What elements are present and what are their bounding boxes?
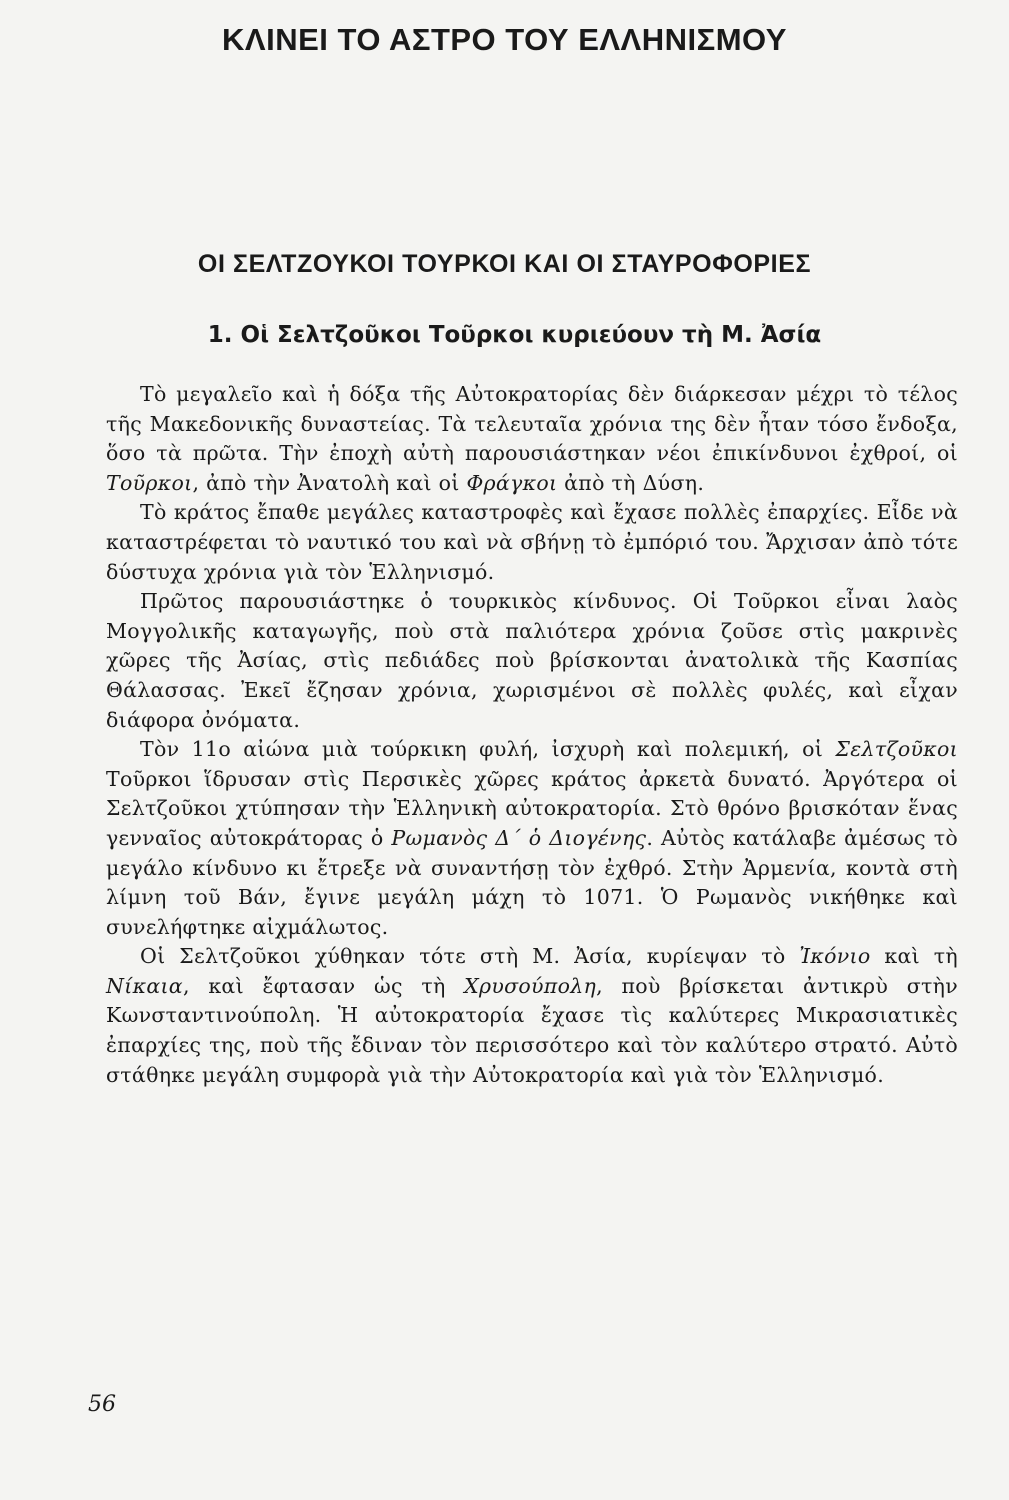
paragraph-1 — [106, 380, 958, 498]
italic-term-chrysoupoli: Χρυσούπολη — [464, 973, 597, 998]
running-head: ΚΛΙΝΕΙ ΤΟ ΑΣΤΡΟ ΤΟΥ ΕΛΛΗΝΙΣΜΟΥ — [222, 22, 787, 57]
italic-term-seltzoukoi: Σελτζοῦκοι — [835, 737, 958, 762]
paragraph-5 — [106, 942, 958, 1090]
italic-term-romanos: Ρωμανὸς Δ΄ ὁ Διογένης — [391, 825, 647, 850]
text-run: , ποὺ βρίσκεται ἀντικρὺ στὴν Κωνσταντινούπολη. Ἡ αὐτοκρατορία ἔχασε τὶς καλύτερες Μικρασιατικὲς ἐπαρχίες της, ποὺ τῆς ἔδιναν τὸν περισσότερο καὶ τὸν καλύτερο στρατό. Αὐτὸ στάθηκε μεγάλη συμφορὰ γιὰ τὴν Αὐτοκρατορία καὶ γιὰ τὸν Ἑλληνισμό. — [106, 973, 958, 1087]
body-text — [106, 380, 958, 1090]
paragraph-2: Τὸ κράτος ἔπαθε μεγάλες καταστροφὲς καὶ ἔχασε πολλὲς ἐπαρχίες. Εἶδε νὰ καταστρέφεται τὸ ναυτικό του καὶ νὰ σβήνῃ τὸ ἐμπόριό του. Ἄρχισαν ἀπὸ τότε δύστυχα χρόνια γιὰ τὸν Ἑλληνισμό. — [106, 500, 958, 584]
text-run: . Αὐτὸς κατάλαβε ἀμέσως τὸ μεγάλο κίνδυνο κι ἔτρεξε νὰ συναντήσῃ τὸν ἐχθρό. Στὴν Ἀρμενία, κοντὰ στὴ λίμνη τοῦ Βάν, ἔγινε μεγάλη μάχη τὸ 1071. Ὁ Ρωμανὸς νικήθηκε καὶ συνελήφτηκε αἰχμάλωτος. — [106, 825, 958, 939]
text-run: Τὸν 11ο αἰώνα μιὰ τούρκικη φυλή, ἰσχυρὴ καὶ πολεμική, οἱ — [140, 737, 836, 762]
text-run: , ἀπὸ τὴν Ἀνατολὴ καὶ οἱ — [192, 470, 467, 495]
italic-term-fragkoi: Φράγκοι — [466, 470, 558, 495]
section-title: 1. Οἱ Σελτζοῦκοι Τοῦρκοι κυριεύουν τὴ Μ. Ἀσία — [207, 322, 822, 348]
text-run: καὶ τὴ — [870, 944, 958, 969]
text-run: , καὶ ἔφτασαν ὡς τὴ — [182, 973, 465, 998]
page-number: 56 — [88, 1392, 116, 1417]
chapter-title: ΟΙ ΣΕΛΤΖΟΥΚΟΙ ΤΟΥΡΚΟΙ ΚΑΙ ΟΙ ΣΤΑΥΡΟΦΟΡΙΕΣ — [197, 250, 812, 278]
text-run: Τοῦρκοι ἵδρυσαν στὶς Περσικὲς χῶρες κράτος ἀρκετὰ δυνατό. Ἀργότερα οἱ Σελτζοῦκοι χτύπησαν τὴν Ἑλληνικὴ αὐτοκρατορία. Στὸ θρόνο βρισκόταν ἕνας γενναῖος αὐτοκράτορας ὁ — [106, 766, 958, 850]
text-run: Οἱ Σελτζοῦκοι χύθηκαν τότε στὴ Μ. Ἀσία, κυρίεψαν τὸ — [140, 944, 800, 969]
text-run: ἀπὸ τὴ Δύση. — [557, 470, 705, 495]
text-run: Τὸ μεγαλεῖο καὶ ἡ δόξα τῆς Αὐτοκρατορίας δὲν διάρκεσαν μέχρι τὸ τέλος τῆς Μακεδονικῆς δυναστείας. Τὰ τελευταῖα χρόνια της δὲν ἦταν τόσο ἔνδοξα, ὅσο τὰ πρῶτα. Τὴν ἐποχὴ αὐτὴ παρουσιάστηκαν νέοι ἐπικίνδυνοι ἐχθροί, οἱ — [106, 382, 958, 466]
italic-term-tourkoi: Τοῦρκοι — [106, 470, 193, 495]
italic-term-nikaia: Νίκαια — [106, 973, 183, 998]
italic-term-ikonio: Ἰκόνιο — [799, 944, 871, 969]
paragraph-4 — [106, 735, 958, 942]
paragraph-3: Πρῶτος παρουσιάστηκε ὁ τουρκικὸς κίνδυνος. Οἱ Τοῦρκοι εἶναι λαὸς Μογγολικῆς καταγωγῆς, ποὺ στὰ παλιότερα χρόνια ζοῦσε στὶς μακρινὲς χῶρες τῆς Ἀσίας, στὶς πεδιάδες ποὺ βρίσκονται ἀνατολικὰ τῆς Κασπίας Θάλασσας. Ἐκεῖ ἔζησαν χρόνια, χωρισμένοι σὲ πολλὲς φυλές, καὶ εἶχαν διάφορα ὀνόματα. — [106, 589, 958, 732]
